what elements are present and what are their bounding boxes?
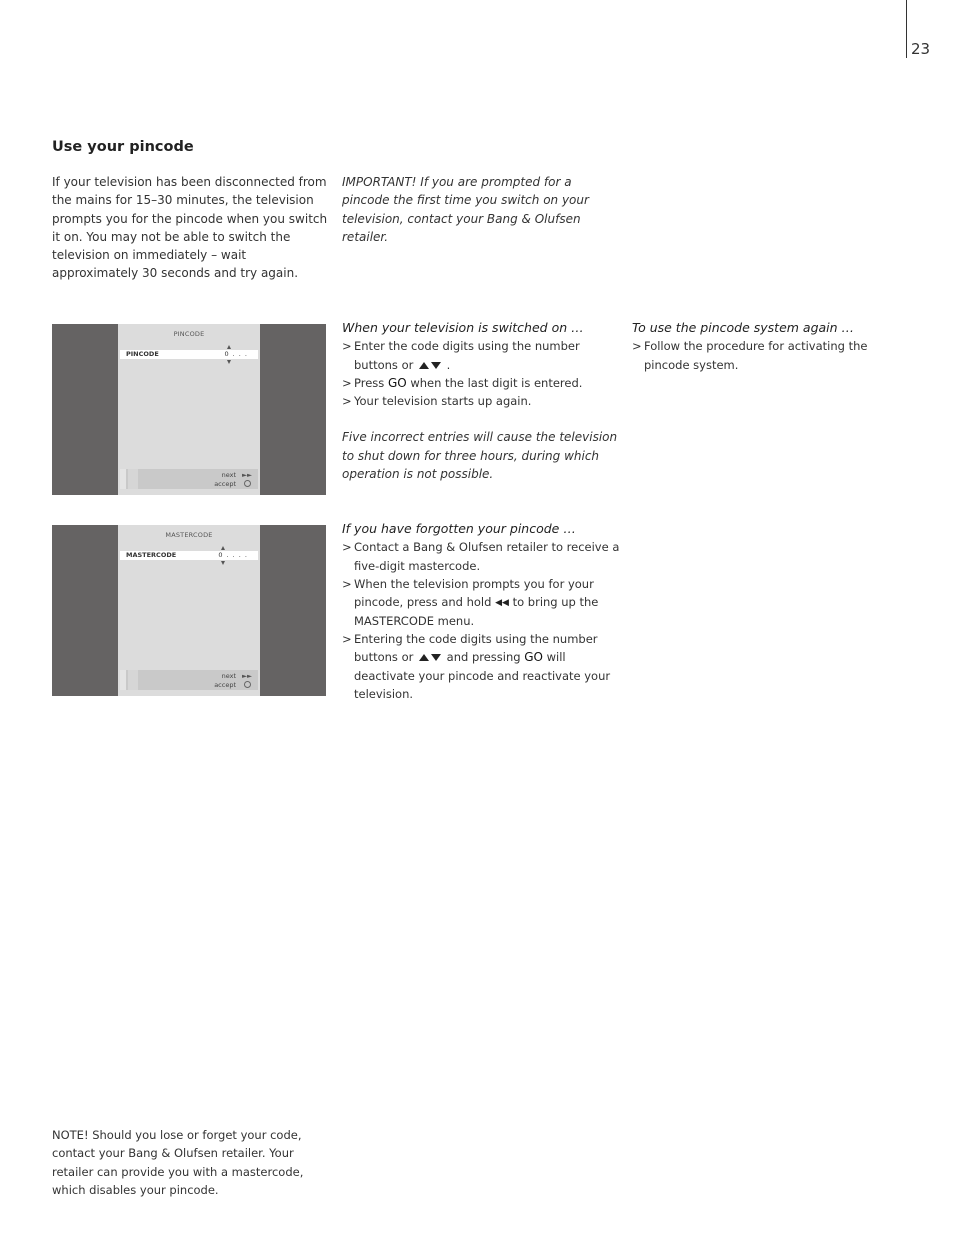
step-text: Enter the code digits using the number buttons or — [354, 339, 580, 372]
list-item — [342, 630, 622, 703]
forgotten-heading: If you have forgotten your pincode … — [342, 521, 576, 536]
list-item: > Follow the procedure for activating the pincode system. — [632, 337, 912, 374]
footer-segment — [128, 469, 138, 489]
footer-accept-label: accept — [214, 680, 236, 689]
mastercode-row-label: MASTERCODE — [126, 551, 177, 559]
pincode-row-value: 0 . . . — [224, 350, 248, 358]
switched-on-heading: When your television is switched on … — [342, 320, 584, 335]
footer-accept-label: accept — [214, 479, 236, 488]
up-down-arrows-icon — [419, 362, 441, 369]
step-text: will deactivate your pincode and reactivate your television. — [354, 650, 611, 702]
page-rule — [906, 0, 907, 58]
step-text: Entering the code digits using the number buttons or — [354, 632, 598, 665]
mastercode-row-value: 0 . . . . — [218, 551, 248, 559]
arrow-up-icon — [227, 345, 231, 349]
list-item: > Contact a Bang & Olufsen retailer to receive a five-digit mastercode. — [342, 538, 622, 575]
list-item: > Your television starts up again. — [342, 392, 622, 410]
use-again-heading: To use the pincode system again … — [632, 320, 855, 335]
use-again-steps — [632, 337, 912, 374]
switched-on-section — [342, 319, 622, 483]
footer-next-label: next — [221, 471, 236, 479]
mastercode-menu-panel — [118, 525, 260, 696]
arrow-up-icon — [221, 546, 225, 550]
forgotten-steps — [342, 538, 622, 703]
forgotten-section — [342, 520, 622, 703]
step-text: and pressing — [446, 650, 521, 665]
list-item — [342, 374, 622, 392]
pincode-row-label: PINCODE — [126, 350, 159, 358]
footer-labels — [214, 471, 236, 488]
arrow-down-icon — [221, 561, 225, 565]
footer-segment — [120, 670, 126, 690]
go-button-label: GO — [387, 375, 407, 390]
step-text: Press — [354, 375, 385, 390]
step-text: When the television prompts you for your pincode, press and hold — [354, 576, 594, 610]
pincode-menu-illustration — [52, 324, 326, 495]
pincode-menu-title: PINCODE — [173, 330, 205, 338]
footer-segment — [128, 670, 138, 690]
pincode-menu-row — [120, 350, 258, 359]
arrow-down-icon — [227, 360, 231, 364]
footer-icons — [242, 672, 252, 689]
use-again-section — [632, 319, 912, 374]
warning-text: Five incorrect entries will cause the television to shut down for three hours, during which operation is not possible. — [342, 430, 618, 482]
switched-on-steps — [342, 337, 622, 410]
list-item — [342, 575, 622, 630]
bottom-note: NOTE! Should you lose or forget your code, contact your Bang & Olufsen retailer. Your retailer can provide you with a mastercode, which disables your pincode. — [52, 1128, 304, 1197]
go-button-label: GO — [524, 650, 543, 665]
step-text: to bring up the MASTERCODE menu. — [354, 595, 599, 628]
mastercode-menu-row — [120, 551, 258, 560]
fast-forward-icon: ►► — [242, 471, 252, 479]
footer-next-label: next — [221, 672, 236, 680]
intro-paragraph: If your television has been disconnected from the mains for 15–30 minutes, the television prompts you for the pincode when you switch it on. You may not be able to switch the television on immediately – wait approximately 30 seconds and try again. — [52, 175, 328, 281]
rewind-icon: ◀◀ — [495, 597, 509, 608]
pincode-menu-footer — [120, 469, 258, 489]
important-notice: IMPORTANT! If you are prompted for a pincode the first time you switch on your television, contact your Bang & Olufsen retailer. — [342, 175, 589, 244]
footer-icons — [242, 471, 252, 488]
step-text: when the last digit is entered. — [410, 375, 583, 390]
footer-segment — [120, 469, 126, 489]
mastercode-menu-title: MASTERCODE — [165, 531, 213, 539]
list-item — [342, 337, 622, 374]
fast-forward-icon: ►► — [242, 672, 252, 680]
go-button-icon — [242, 480, 252, 489]
page-title: Use your pincode — [52, 139, 194, 155]
step-text: . — [446, 357, 451, 372]
footer-labels — [214, 672, 236, 689]
page-number: 23 — [911, 40, 931, 58]
mastercode-menu-footer — [120, 670, 258, 690]
go-button-icon — [242, 681, 252, 690]
pincode-menu-panel — [118, 324, 260, 495]
mastercode-menu-illustration — [52, 525, 326, 696]
up-down-arrows-icon — [419, 654, 441, 661]
